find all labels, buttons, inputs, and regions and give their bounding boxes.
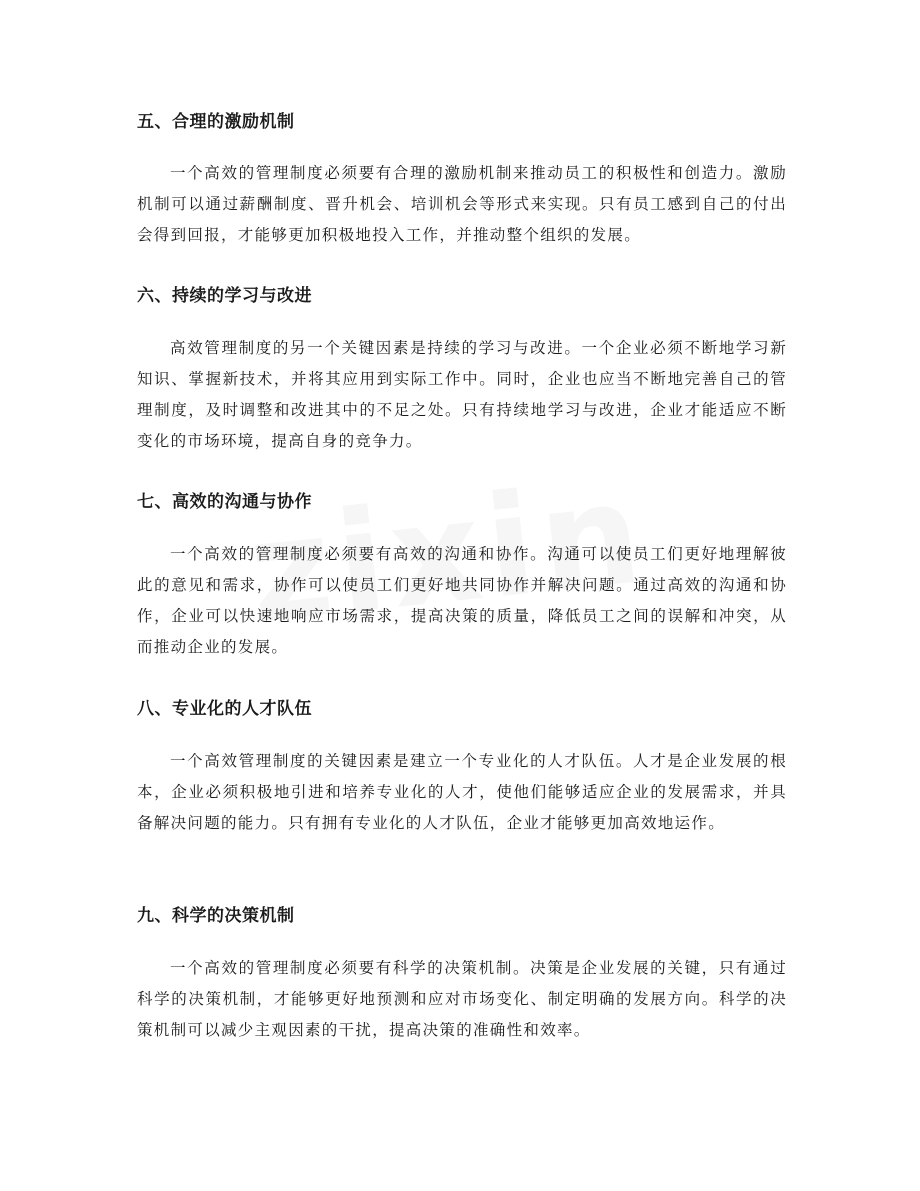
section-body-decision: 一个高效的管理制度必须要有科学的决策机制。决策是企业发展的关键，只有通过科学的决策机制，才能够更好地预测和应对市场变化、制定明确的发展方向。科学的决策机制可以减少主观因素的干扰，提高决策的准确性和效率。 bbox=[137, 959, 787, 1039]
section-body-incentive: 一个高效的管理制度必须要有合理的激励机制来推动员工的积极性和创造力。激励机制可以通过薪酬制度、晋升机会、培训机会等形式来实现。只有员工感到自己的付出会得到回报，才能够更加积极地投入工作，并推动整个组织的发展。 bbox=[137, 164, 787, 244]
section-heading-communication: 七、高效的沟通与协作 bbox=[137, 492, 312, 512]
section-body-communication: 一个高效的管理制度必须要有高效的沟通和协作。沟通可以使员工们更好地理解彼此的意见和需求，协作可以使员工们更好地共同协作并解决问题。通过高效的沟通和协作，企业可以快速地响应市场需求，提高决策的质量，降低员工之间的误解和冲突，从而推动企业的发展。 bbox=[137, 545, 787, 656]
section-heading-learning: 六、持续的学习与改进 bbox=[137, 286, 312, 306]
section-heading-talent: 八、专业化的人才队伍 bbox=[137, 699, 312, 719]
section-heading-decision: 九、科学的决策机制 bbox=[137, 906, 295, 926]
section-heading-incentive: 五、合理的激励机制 bbox=[137, 112, 295, 132]
section-body-learning: 高效管理制度的另一个关键因素是持续的学习与改进。一个企业必须不断地学习新知识、掌握新技术，并将其应用到实际工作中。同时，企业也应当不断地完善自己的管理制度，及时调整和改进其中的不足之处。只有持续地学习与改进，企业才能适应不断变化的市场环境，提高自身的竞争力。 bbox=[137, 339, 787, 450]
section-body-talent: 一个高效管理制度的关键因素是建立一个专业化的人才队伍。人才是企业发展的根本，企业必须积极地引进和培养专业化的人才，使他们能够适应企业的发展需求，并具备解决问题的能力。只有拥有专业化的人才队伍，企业才能够更加高效地运作。 bbox=[137, 752, 787, 832]
